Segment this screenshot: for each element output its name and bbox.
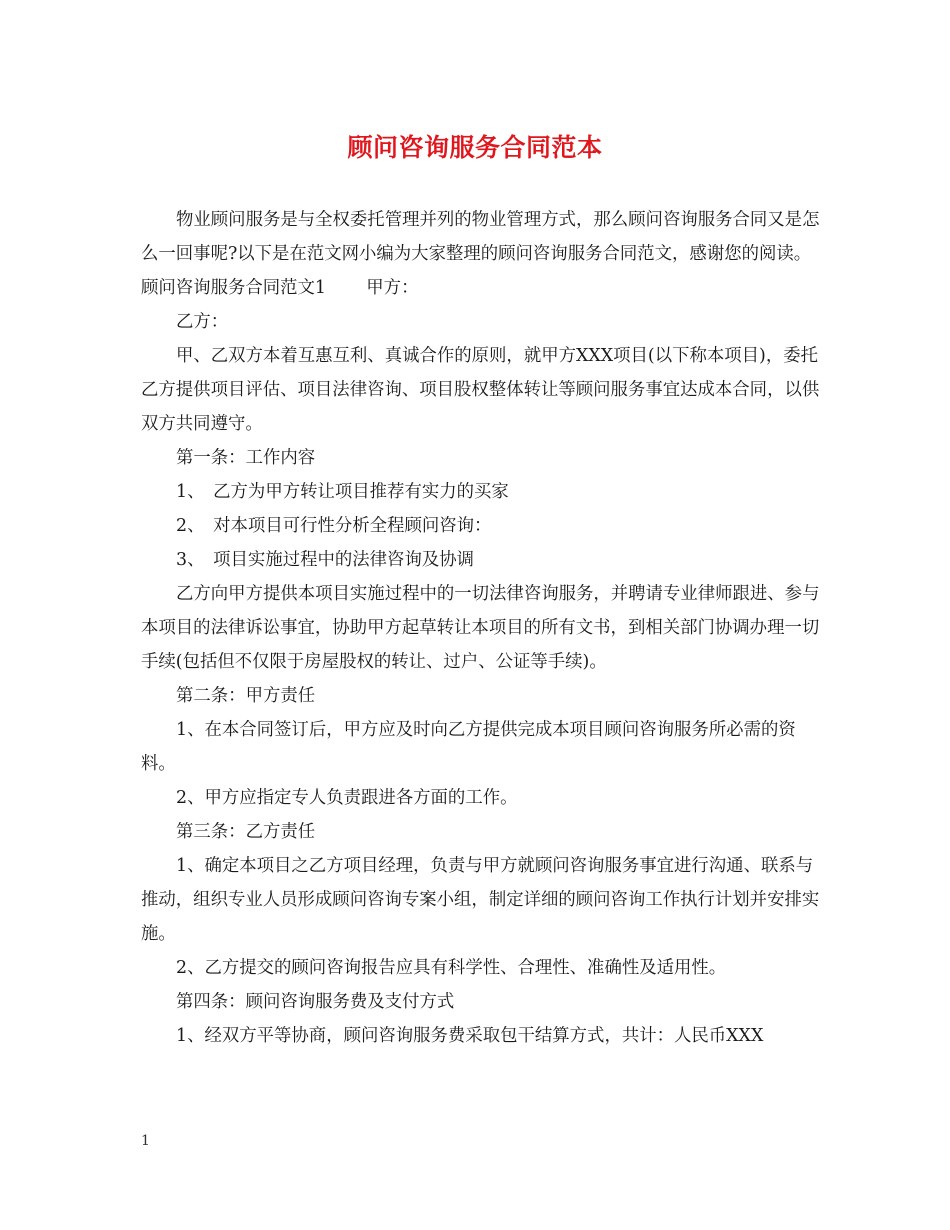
article-3-item-2: 2、乙方提交的顾问咨询报告应具有科学性、合理性、准确性及适用性。 [176,958,727,978]
article-2-item-1: 1、在本合同签订后，甲方应及时向乙方提供完成本项目顾问咨询服务所必需的资料。 [141,720,796,774]
article-4-item-1: 1、经双方平等协商，顾问咨询服务费采取包干结算方式，共计：人民币XXX [176,1026,764,1046]
document-title: 顾问咨询服务合同范本 [347,133,603,162]
preamble-paragraph: 甲、乙双方本着互惠互利、真诚合作的原则，就甲方XXX项目(以下称本项目)，委托乙方提供项目评估、项目法律咨询、项目股权整体转让等顾问服务事宜达成本合同，以供双方共同遵守。 [141,346,820,434]
article-2-item-2: 2、甲方应指定专人负责跟进各方面的工作。 [176,788,518,808]
party-b-line: 乙方： [176,312,229,332]
article-1-detail: 乙方向甲方提供本项目实施过程中的一切法律咨询服务，并聘请专业律师跟进、参与本项目的法律诉讼事宜，协助甲方起草转让本项目的所有文书，到相关部门协调办理一切手续(包括但不仅限于房屋股权的转让、过户、公证等手续)。 [141,584,820,672]
intro-paragraph: 物业顾问服务是与全权委托管理并列的物业管理方式，那么顾问咨询服务合同又是怎么一回事呢?以下是在范文网小编为大家整理的顾问咨询服务合同范文，感谢您的阅读。 [141,210,820,264]
article-2-heading: 第二条：甲方责任 [176,686,316,706]
article-1-heading: 第一条：工作内容 [176,448,316,468]
article-3-heading: 第三条：乙方责任 [176,822,316,842]
article-4-heading: 第四条：顾问咨询服务费及支付方式 [176,992,455,1012]
document-body [141,203,821,1053]
article-3-item-1: 1、确定本项目之乙方项目经理，负责与甲方就顾问咨询服务事宜进行沟通、联系与推动，组织专业人员形成顾问咨询专案小组，制定详细的顾问咨询工作执行计划并安排实施。 [141,856,820,944]
article-1-item-2: 2、 对本项目可行性分析全程顾问咨询： [176,516,492,536]
contract-heading-party-a: 顾问咨询服务合同范文1 甲方： [141,278,419,298]
page-number: 1 [141,1133,150,1149]
article-1-item-3: 3、 项目实施过程中的法律咨询及协调 [176,550,475,570]
article-1-item-1: 1、 乙方为甲方转让项目推荐有实力的买家 [176,482,509,502]
